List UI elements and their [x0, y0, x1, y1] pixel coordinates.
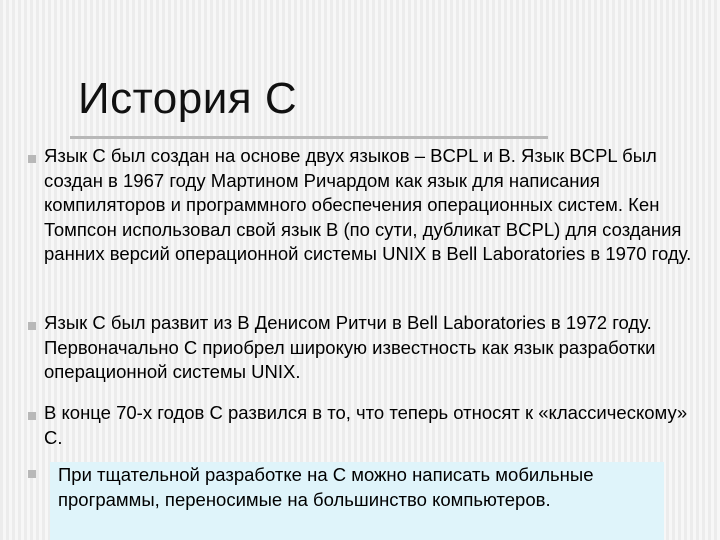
bullet-marker [28, 155, 36, 163]
bullet-marker [28, 322, 36, 330]
paragraph-portability: При тщательной разработке на С можно написать мобильные программы, переносимые на большинство компьютеров. [58, 464, 594, 510]
title-underline [70, 136, 548, 139]
slide-title: История С [78, 74, 298, 123]
paragraph-history-bcpl: Язык С был создан на основе двух языков – BCPL и B. Язык BCPL был создан в 1967 году Мартином Ричардом как язык для написания компиляторов и программного обеспечения операционных систем. Кен Томпсон использовал свой язык B (по сути, дубликат BCPL) для создания ранних версий операционной системы UNIX в Bell Laboratories в 1970 году. [44, 145, 692, 265]
paragraph-c-development: Язык С был развит из B Денисом Ритчи в Bell Laboratories в 1972 году. Первоначально С приобрел широкую известность как язык разработки операционной системы UNIX. [44, 312, 656, 383]
bullet-marker [28, 412, 36, 420]
bullet-marker [28, 470, 36, 478]
paragraph-classic-c: В конце 70-х годов С развился в то, что теперь относят к «классическому» С. [44, 402, 688, 448]
